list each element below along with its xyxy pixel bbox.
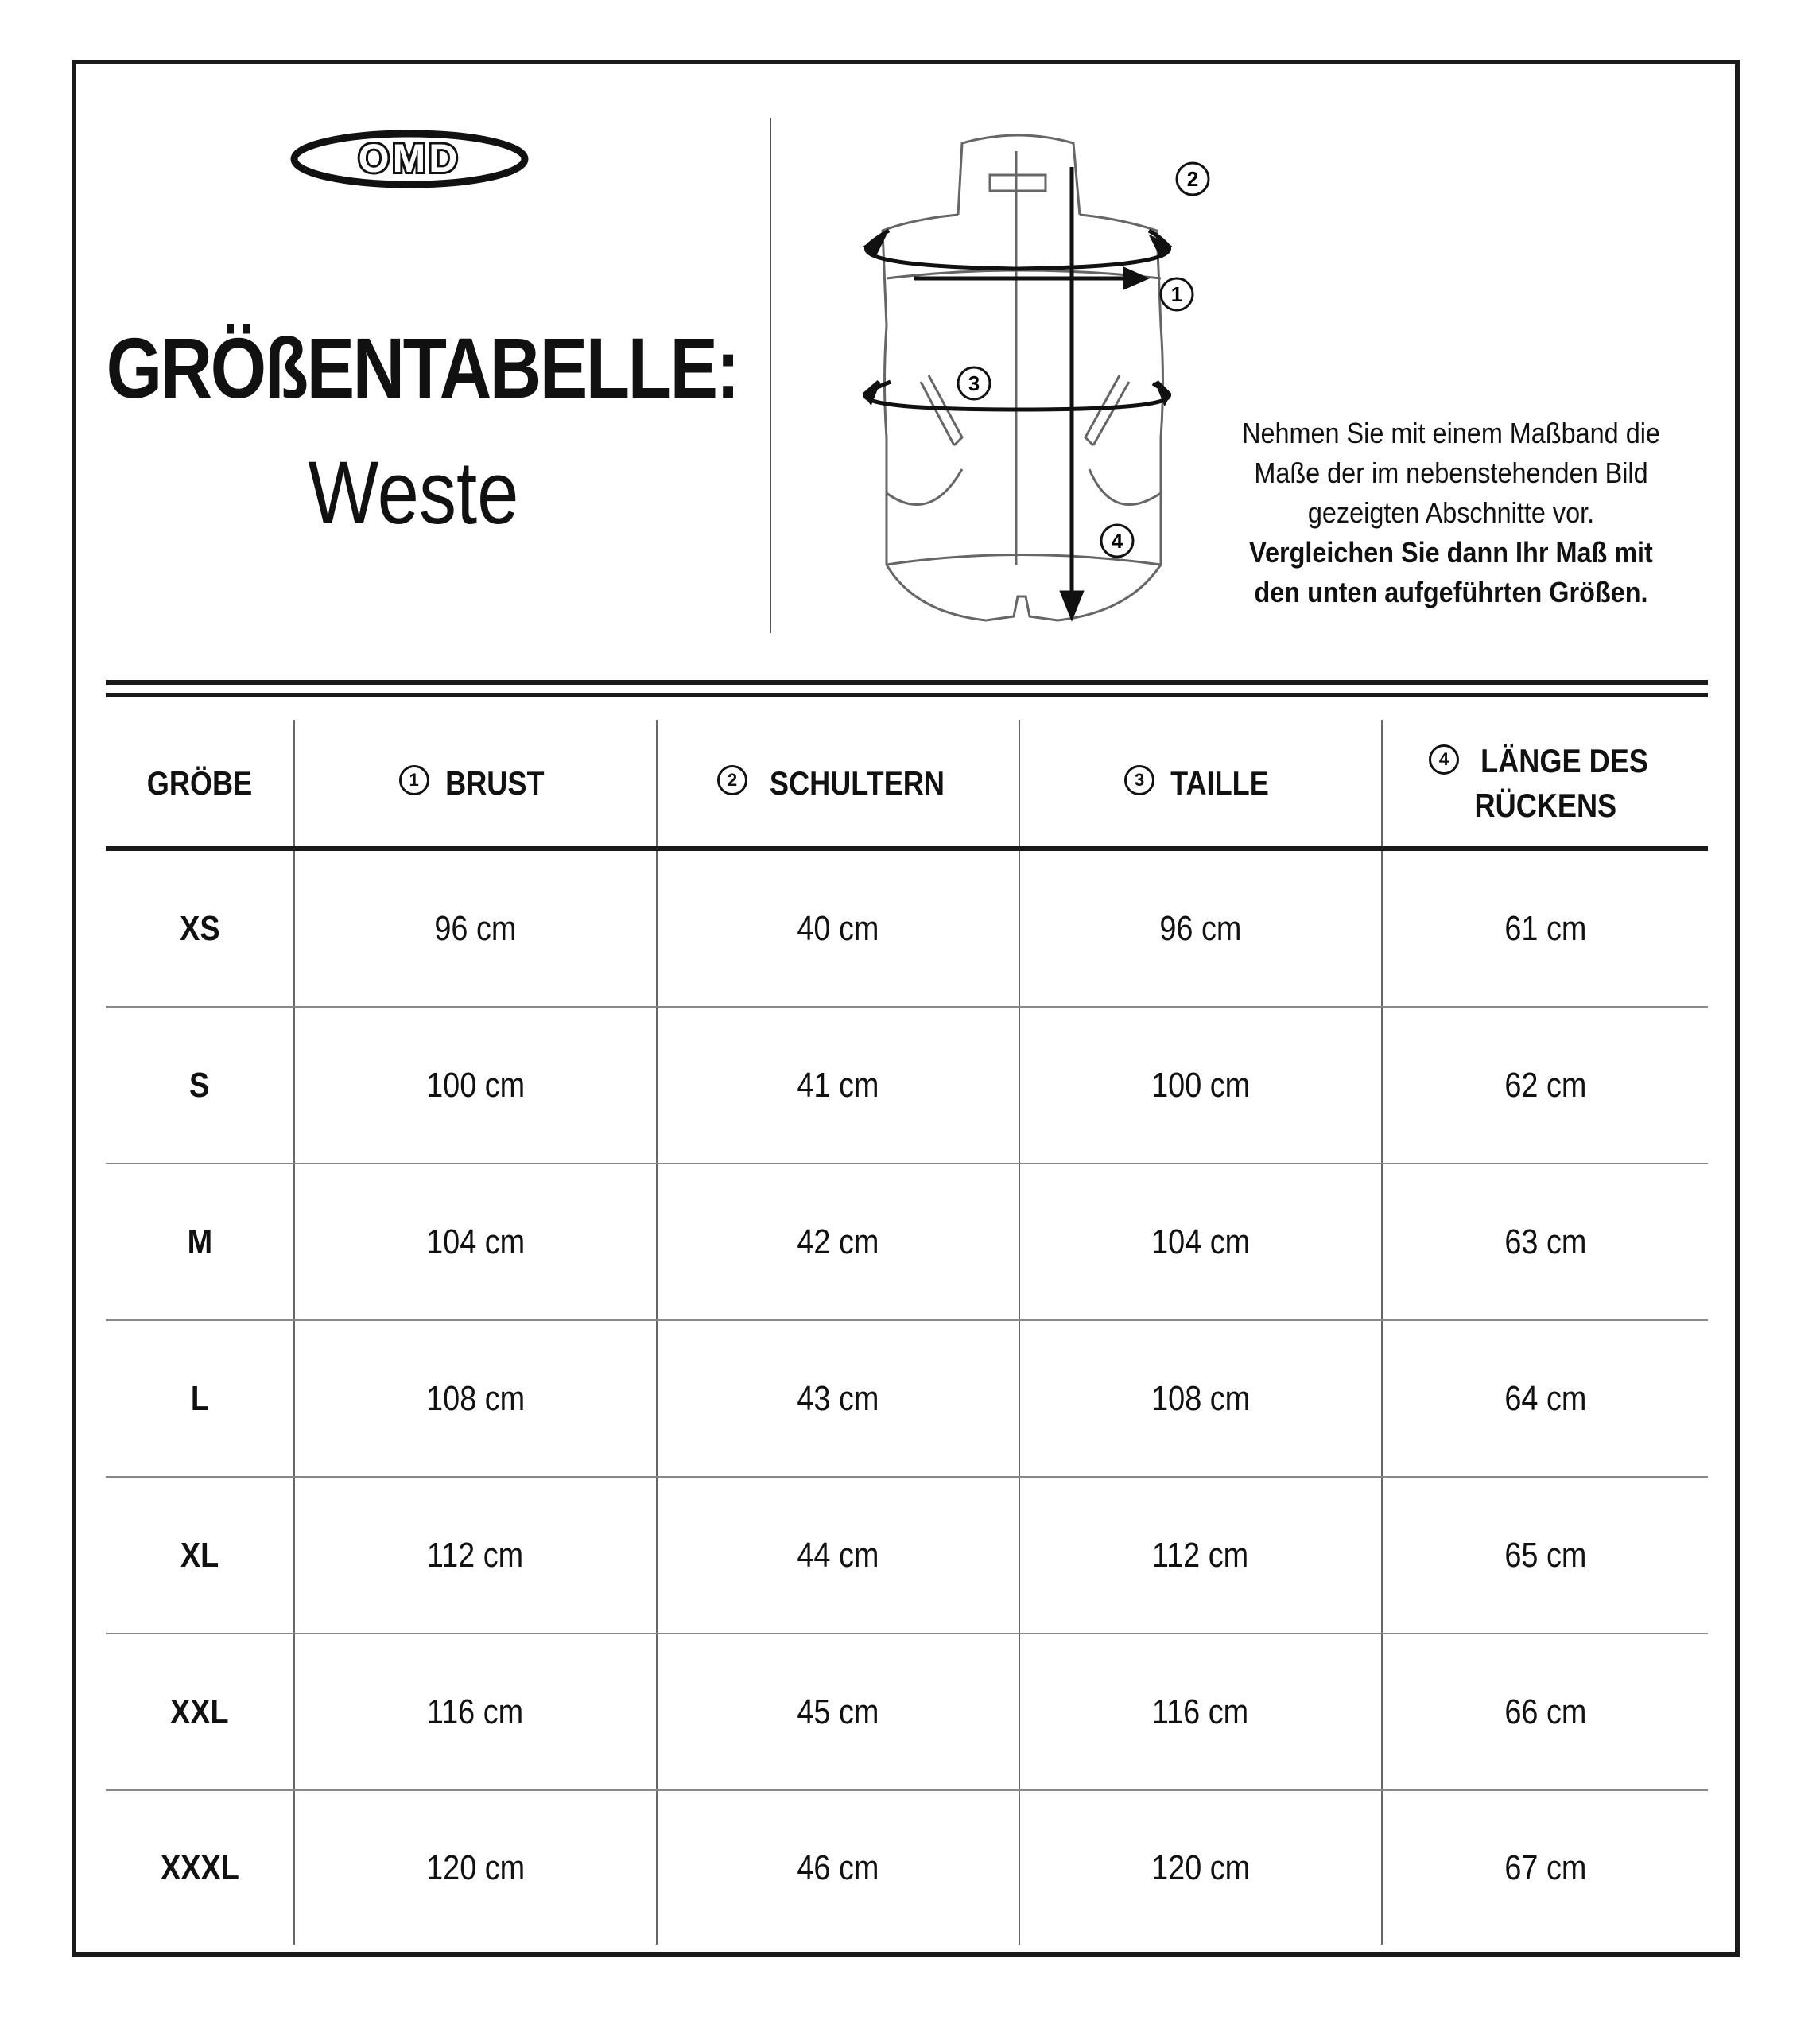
measurement-cell: 45 cm <box>656 1634 1019 1789</box>
number-1-icon: 1 <box>399 765 429 795</box>
measurement-cell: 100 cm <box>293 1008 656 1163</box>
table-body <box>106 851 1708 1945</box>
measurement-cell: 120 cm <box>293 1791 656 1945</box>
table-row <box>106 1164 1708 1321</box>
instruction-line-3: gezeigten Abschnitte vor. <box>1307 496 1595 529</box>
measurement-cell: 65 cm <box>1381 1478 1708 1633</box>
table-row <box>106 1634 1708 1791</box>
size-label: S <box>189 1065 210 1105</box>
page-title: GRÖßENTABELLE: <box>106 320 739 416</box>
measurement-cell: 116 cm <box>1019 1634 1381 1789</box>
measurement-cell: 120 cm <box>1019 1791 1381 1945</box>
marker-3-label: 3 <box>968 371 980 395</box>
measurement-cell: 96 cm <box>1019 851 1381 1006</box>
header-shoulders: 2 SCHULTERN <box>656 720 1019 846</box>
double-rule-top <box>106 680 1708 685</box>
measurement-cell: 44 cm <box>656 1478 1019 1633</box>
measurement-cell: 41 cm <box>656 1008 1019 1163</box>
measurement-cell: 61 cm <box>1381 851 1708 1006</box>
marker-2-label: 2 <box>1186 167 1199 191</box>
table-row <box>106 851 1708 1008</box>
measurement-cell: 63 cm <box>1381 1164 1708 1319</box>
measurement-cell: 64 cm <box>1381 1321 1708 1476</box>
size-label: XL <box>180 1535 219 1575</box>
vest-measurement-diagram <box>827 119 1272 628</box>
measurement-cell: 108 cm <box>1019 1321 1381 1476</box>
size-table <box>106 720 1708 1945</box>
table-row <box>106 1791 1708 1945</box>
instruction-line-2: Maße der im nebenstehenden Bild <box>1254 457 1648 489</box>
size-label: L <box>190 1378 209 1418</box>
measurement-cell: 43 cm <box>656 1321 1019 1476</box>
double-rule-bottom <box>106 693 1708 697</box>
marker-1-label: 1 <box>1170 282 1183 306</box>
header-chest: 1 BRUST <box>293 720 656 846</box>
size-label: XS <box>179 908 220 948</box>
size-label: M <box>187 1222 212 1261</box>
table-row <box>106 1321 1708 1478</box>
measurement-cell: 112 cm <box>293 1478 656 1633</box>
table-row <box>106 1008 1708 1164</box>
measurement-cell: 67 cm <box>1381 1791 1708 1945</box>
measurement-cell: 46 cm <box>656 1791 1019 1945</box>
table-header-row <box>106 720 1708 851</box>
instruction-line-1: Nehmen Sie mit einem Maßband die <box>1242 417 1660 449</box>
measurement-cell: 42 cm <box>656 1164 1019 1319</box>
instruction-bold-line-1: Vergleichen Sie dann Ihr Maß mit <box>1249 536 1653 569</box>
measuring-instructions <box>1236 414 1666 612</box>
measurement-cell: 108 cm <box>293 1321 656 1476</box>
header-waist: 3 TAILLE <box>1019 720 1381 846</box>
brand-logo <box>290 127 529 191</box>
measurement-cell: 104 cm <box>1019 1164 1381 1319</box>
header-size: GRÖBE <box>146 764 253 802</box>
vertical-divider <box>770 118 771 633</box>
logo-text: OMD <box>358 136 461 181</box>
marker-4-label: 4 <box>1111 529 1123 553</box>
size-label: XXXL <box>160 1848 239 1887</box>
measurement-cell: 66 cm <box>1381 1634 1708 1789</box>
measurement-cell: 40 cm <box>656 851 1019 1006</box>
measurement-cell: 104 cm <box>293 1164 656 1319</box>
measurement-cell: 116 cm <box>293 1634 656 1789</box>
header-back-length: 4 LÄNGE DES RÜCKENS <box>1381 720 1708 846</box>
size-label: XXL <box>170 1692 229 1731</box>
number-4-icon: 4 <box>1429 744 1459 775</box>
page-subtitle: Weste <box>308 443 519 542</box>
measurement-cell: 96 cm <box>293 851 656 1006</box>
instruction-bold-line-2: den unten aufgeführten Größen. <box>1254 576 1648 608</box>
measurement-cell: 100 cm <box>1019 1008 1381 1163</box>
measurement-cell: 112 cm <box>1019 1478 1381 1633</box>
measurement-cell: 62 cm <box>1381 1008 1708 1163</box>
table-row <box>106 1478 1708 1634</box>
number-2-icon: 2 <box>717 765 747 795</box>
number-3-icon: 3 <box>1124 765 1154 795</box>
